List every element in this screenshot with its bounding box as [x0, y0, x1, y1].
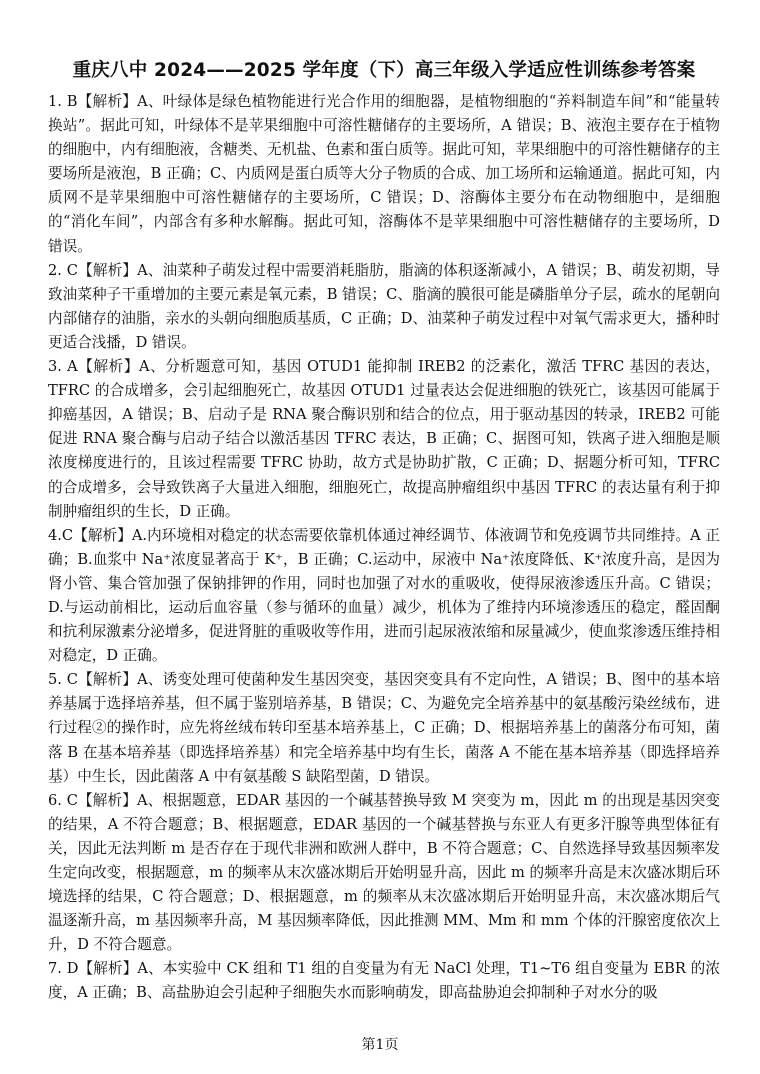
answer-item-4: 4.C【解析】A.内环境相对稳定的状态需要依靠机体通过神经调节、体液调节和免疫调节共同维持。A 正确；B.血浆中 Na⁺浓度显著高于 K⁺，B 正确；C.运动中，尿液中 Na⁺浓度降低、K⁺浓度升高，是因为肾小管、集合管加强了保钠排钾的作用，同时也加强了对水的重吸收，使得尿液渗透压升高。C 错误；D.与运动前相比，运动后血容量（参与循环的血量）减少，机体为了维持内环境渗透压的稳定，醛固酮和抗利尿激素分泌增多，促进肾脏的重吸收等作用，进而引起尿液浓缩和尿量减少，使血浆渗透压维持相对稳定，D 正确。 [48, 526, 720, 665]
answer-list [48, 90, 720, 1006]
document-title: 重庆八中 2024——2025 学年度（下）高三年级入学适应性训练参考答案 [72, 60, 696, 81]
answer-item-5: 5. C【解析】A、诱变处理可使菌种发生基因突变，基因突变具有不定向性，A 错误；B、图中的基本培养基属于选择培养基，但不属于鉴别培养基，B 错误；C、为避免完全培养基中的氨基酸污染丝绒布，进行过程②的操作时，应先将丝绒布转印至基本培养基上，C 正确；D、根据培养基上的菌落分布可知，菌落 B 在基本培养基（即选择培养基）和完全培养基中均有生长，菌落 A 不能在基本培养基（即选择培养基）中生长，因此菌落 A 中有氨基酸 S 缺陷型菌，D 错误。 [48, 671, 720, 785]
answer-item-6: 6. C【解析】A、根据题意，EDAR 基因的一个碱基替换导致 M 突变为 m，因此 m 的出现是基因突变的结果，A 不符合题意；B、根据题意，EDAR 基因的一个碱基替换与东亚人有更多汗腺等典型体征有关，因此无法判断 m 是否存在于现代非洲和欧洲人群中，B 不符合题意；C、自然选择导致基因频率发生定向改变，根据题意，m 的频率从末次盛冰期后开始明显升高，因此 m 的频率升高是末次盛冰期后环境选择的结果，C 符合题意；D、根据题意，m 的频率从末次盛冰期后开始明显升高，末次盛冰期后气温逐渐升高，m 基因频率升高，M 基因频率降低，因此推测 MM、Mm 和 mm 个体的汗腺密度依次上升，D 不符合题意。 [48, 791, 720, 954]
answer-item-2: 2. C【解析】A、油菜种子萌发过程中需要消耗脂肪，脂滴的体积逐渐减小，A 错误；B、萌发初期，导致油菜种子干重增加的主要元素是氧元素，B 错误；C、脂滴的膜很可能是磷脂单分子层，疏水的尾朝向内部储存的油脂，亲水的头朝向细胞质基质，C 正确；D、油菜种子萌发过程中对氧气需求更大，播种时更适合浅播，D 错误。 [48, 261, 720, 351]
answer-item-3: 3. A【解析】A、分析题意可知，基因 OTUD1 能抑制 IREB2 的泛素化，激活 TFRC 基因的表达，TFRC 的合成增多，会引起细胞死亡，故基因 OTUD1 过量表达会促进细胞的铁死亡，该基因可能属于抑癌基因，A 错误；B、启动子是 RNA 聚合酶识别和结合的位点，用于驱动基因的转录，IREB2 可能促进 RNA 聚合酶与启动子结合以激活基因 TFRC 表达，B 正确；C、据图可知，铁离子进入细胞是顺浓度梯度进行的，且该过程需要 TFRC 协助，故方式是协助扩散，C 正确；D、据题分析可知，TFRC 的合成增多，会导致铁离子大量进入细胞，细胞死亡，故提高肿瘤组织中基因 TFRC 的表达量有利于抑制肿瘤组织的生长，D 正确。 [48, 358, 720, 520]
answer-item-1: 1. B【解析】A、叶绿体是绿色植物能进行光合作用的细胞器，是植物细胞的“养料制造车间”和“能量转换站”。据此可知，叶绿体不是苹果细胞中可溶性糖储存的主要场所，A 错误；B、液泡主要存在于植物的细胞中，内有细胞液，含糖类、无机盐、色素和蛋白质等。据此可知，苹果细胞中的可溶性糖储存的主要场所是液泡，B 正确；C、内质网是蛋白质等大分子物质的合成、加工场所和运输通道。据此可知，内质网不是苹果细胞中可溶性糖储存的主要场所，C 错误；D、溶酶体主要分布在动物细胞中，是细胞的“消化车间”，内部含有多种水解酶。据此可知，溶酶体不是苹果细胞中可溶性糖储存的主要场所，D 错误。 [48, 93, 720, 255]
page-number: 第1页 [361, 1037, 399, 1053]
answer-item-7: 7. D【解析】A、本实验中 CK 组和 T1 组的自变量为有无 NaCl 处理，T1~T6 组自变量为 EBR 的浓度，A 正确；B、高盐胁迫会引起种子细胞失水而影响萌发，即高盐胁迫会抑制种子对水分的吸 [48, 960, 720, 1002]
